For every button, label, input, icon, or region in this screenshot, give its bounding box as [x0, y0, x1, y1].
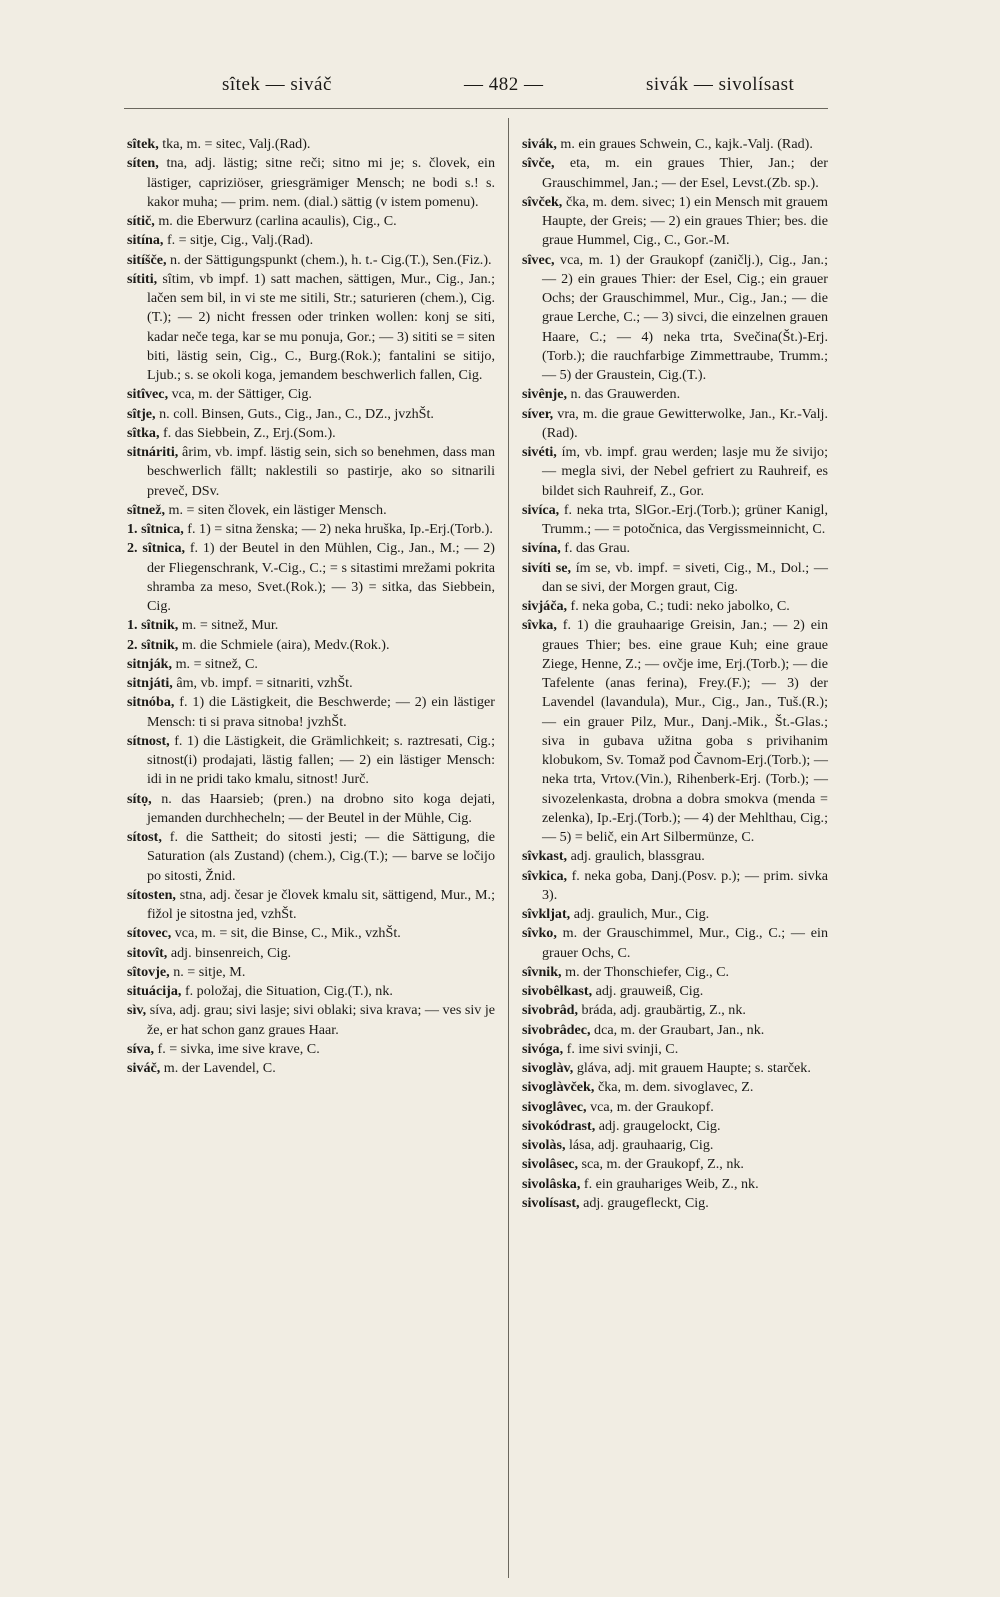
dictionary-entry [127, 1040, 495, 1059]
dictionary-entry [127, 443, 495, 501]
column-divider [508, 118, 509, 1578]
entry-headword: sitnóba, [127, 694, 175, 711]
dictionary-entry [522, 616, 828, 847]
entry-headword: sítič, [127, 213, 155, 229]
entry-definition: n. coll. Binsen, Guts., Cig., Jan., C., DZ., jvzhŠt. [155, 405, 434, 422]
dictionary-entry [127, 828, 495, 886]
entry-headword: sivênje, [522, 386, 568, 403]
entry-headword: sîtka, [127, 424, 160, 441]
dictionary-entry [522, 982, 828, 1001]
dictionary-entry [522, 1175, 828, 1194]
entry-definition: adj. grauweiß, Cig. [592, 983, 704, 999]
entry-definition: čka, m. dem. sivoglavec, Z. [594, 1079, 754, 1096]
entry-headword: 1. sîtnik, [127, 617, 179, 634]
entry-definition: ím, vb. impf. grau werden; lasje mu že sivijo; — megla sivi, der Nebel gefriert zu Rauhreif, es bildet sich Rauhreif, Z., Gor. [542, 444, 828, 499]
dictionary-entry [522, 405, 828, 444]
dictionary-entry [522, 1059, 828, 1078]
entry-headword: sîvkljat, [522, 906, 571, 922]
entry-headword: síver, [522, 405, 554, 422]
entry-definition: vra, m. die graue Gewitterwolke, Jan., Kr.-Valj.(Rad). [542, 405, 828, 441]
dictionary-entry [522, 154, 828, 193]
entry-headword: sitíšče, [127, 251, 167, 268]
entry-headword: síten, [127, 155, 159, 172]
entry-definition: čka, m. dem. sivec; 1) ein Mensch mit grauem Haupte, der Greis; — 2) ein graues Thier; bes. die graue Hummel, Cig., C., Gor.-M. [542, 193, 828, 249]
entry-headword: sîvko, [522, 925, 557, 942]
dictionary-entry [522, 135, 828, 154]
dictionary-entry [522, 963, 828, 982]
entry-headword: sítọ, [127, 790, 152, 807]
entry-headword: sitovît, [127, 944, 168, 961]
entry-definition: m. = sitnež, C. [172, 655, 258, 672]
entry-definition: f. die Sattheit; do sitosti jesti; — die Sättigung, die Saturation (als Zustand) (chem.), Cig.(T.); — barve se ločijo po sitosti, Žnid. [147, 829, 495, 884]
dictionary-entry [522, 1078, 828, 1097]
entry-definition: n. das Grauwerden. [567, 386, 681, 403]
entry-headword: sitnáriti, [127, 444, 179, 460]
entry-headword: sivokódrast, [522, 1117, 596, 1134]
dictionary-entry [522, 251, 828, 386]
page-header [0, 74, 1000, 104]
entry-definition: f. 1) die Lästigkeit, die Grämlichkeit; s. raztresati, Cig.; sitnost(i) prodajati, lästig fallen; — 2) ein lästiger Mensch: idi in ne pridi tako kmalu, sitnost! Jurč. [147, 732, 495, 788]
dictionary-entry [127, 1001, 495, 1040]
dictionary-entry [522, 501, 828, 540]
dictionary-entry [522, 1040, 828, 1059]
dictionary-entry [127, 539, 495, 616]
dictionary-entry [522, 1098, 828, 1117]
header-left-guideword: sîtek — siváč [222, 74, 332, 95]
entry-headword: sítosten, [127, 886, 176, 903]
dictionary-entry [127, 1059, 495, 1078]
header-right-guideword: sivák — sivolísast [646, 74, 795, 95]
entry-headword: sivéti, [522, 444, 557, 460]
entry-definition: m. = sitnež, Mur. [178, 617, 279, 634]
entry-definition: vca, m. = sit, die Binse, C., Mik., vzhŠt. [171, 925, 401, 942]
entry-definition: sîtim, vb impf. 1) satt machen, sättigen, Mur., Cig., Jan.; lačen sem bil, in vi ste me sitili, Str.; saturieren (chem.), Cig.(T.); — 2) nicht fressen oder trinken wollen: konj se siti, kadar neče tega, kar se mu ponuja, Gor.; — 3) sititi se = siten biti, lästig sein, Cig., C., Burg.(Rok.); fantalini se sitijo, Ljub.; s. se okoli koga, jemandem beschwerlich fallen, Cig. [147, 270, 495, 383]
entry-headword: 1. sîtnica, [127, 521, 184, 537]
dictionary-entry [522, 1194, 828, 1213]
dictionary-entry [127, 963, 495, 982]
entry-definition: adj. graulich, Mur., Cig. [570, 906, 710, 922]
dictionary-entry [522, 597, 828, 616]
entry-headword: sîvče, [522, 155, 555, 172]
entry-definition: m. die Eberwurz (carlina acaulis), Cig., C. [154, 213, 397, 229]
dictionary-entry [127, 424, 495, 443]
entry-headword: 2. sîtnik, [127, 636, 179, 653]
entry-definition: m. ein graues Schwein, C., kajk.-Valj. (Rad). [556, 136, 813, 152]
entry-definition: f. = sivka, ime sive krave, C. [154, 1040, 320, 1057]
dictionary-entry [127, 886, 495, 925]
entry-definition: âm, vb. impf. = sitnariti, vzhŠt. [172, 675, 353, 691]
dictionary-entry [127, 501, 495, 520]
entry-headword: sivoglàv, [522, 1060, 574, 1076]
entry-headword: sivíca, [522, 501, 560, 518]
entry-definition: lása, adj. grauhaarig, Cig. [565, 1137, 714, 1153]
header-rule [124, 108, 828, 109]
entry-definition: adj. graugefleckt, Cig. [579, 1194, 709, 1211]
entry-headword: sîvkast, [522, 848, 568, 865]
entry-definition: f. neka goba, C.; tudi: neko jabolko, C. [567, 598, 790, 614]
entry-definition: eta, m. ein graues Thier, Jan.; der Grauschimmel, Jan.; — der Esel, Levst.(Zb. sp.). [542, 155, 828, 191]
dictionary-entry [127, 405, 495, 424]
entry-headword: sivobrâd, [522, 1002, 578, 1019]
dictionary-entry [127, 135, 495, 154]
entry-headword: sîtek, [127, 136, 159, 152]
dictionary-entry [522, 1155, 828, 1174]
dictionary-entry [522, 905, 828, 924]
entry-headword: sîtje, [127, 405, 156, 422]
entry-headword: sivóga, [522, 1040, 564, 1057]
entry-headword: situácija, [127, 983, 182, 999]
entry-headword: sîtovje, [127, 963, 170, 980]
entry-definition: f. = sitje, Cig., Valj.(Rad). [163, 232, 314, 249]
entry-headword: sítovec, [127, 925, 172, 942]
entry-headword: sitîvec, [127, 386, 169, 403]
entry-headword: sivoglâvec, [522, 1098, 587, 1115]
entry-headword: síva, [127, 1040, 155, 1057]
entry-headword: sivjáča, [522, 598, 568, 614]
dictionary-entry [127, 251, 495, 270]
entry-definition: m. der Grauschimmel, Mur., Cig., C.; — ein grauer Ochs, C. [542, 925, 828, 961]
entry-headword: sîvka, [522, 617, 557, 634]
dictionary-entry [522, 1136, 828, 1155]
entry-headword: sivolâska, [522, 1175, 581, 1192]
entry-definition: f. ime sivi svinji, C. [563, 1040, 679, 1057]
dictionary-entry [127, 231, 495, 250]
entry-definition: f. 1) die Lästigkeit, die Beschwerde; — 2) ein lästiger Mensch: ti si prava sitnoba! jvzhŠt. [147, 694, 495, 730]
entry-definition: f. 1) = sitna ženska; — 2) neka hruška, Ip.-Erj.(Torb.). [183, 521, 493, 537]
entry-headword: sitína, [127, 232, 164, 249]
entry-definition: f. neka trta, SlGor.-Erj.(Torb.); grüner Kanigl, Trumm.; — = potočnica, das Vergissmeinnicht, C. [542, 501, 828, 537]
dictionary-entry [127, 616, 495, 635]
dictionary-entry [127, 944, 495, 963]
entry-definition: m. der Thonschiefer, Cig., C. [561, 963, 730, 980]
entry-definition: m. = siten človek, ein lästiger Mensch. [164, 501, 387, 518]
entry-headword: sivák, [522, 136, 557, 152]
dictionary-entry [127, 924, 495, 943]
dictionary-entry [522, 924, 828, 963]
dictionary-entry [522, 539, 828, 558]
entry-definition: n. der Sättigungspunkt (chem.), h. t.- Cig.(T.), Sen.(Fiz.). [166, 251, 492, 268]
entry-headword: sîtnež, [127, 501, 165, 518]
entry-definition: bráda, adj. graubärtig, Z., nk. [578, 1002, 746, 1019]
dictionary-entry [127, 520, 495, 539]
entry-definition: stna, adj. česar je človek kmalu sit, sättigend, Mur., M.; fižol je sitostna jed, vzhŠt. [147, 886, 495, 922]
entry-headword: sivobrâdec, [522, 1021, 591, 1038]
entry-definition: m. die Schmiele (aira), Medv.(Rok.). [178, 636, 390, 653]
entry-definition: f. neka goba, Danj.(Posv. p.); — prim. sivka 3). [542, 867, 828, 903]
entry-headword: sítost, [127, 829, 162, 845]
entry-definition: vca, m. der Graukopf. [586, 1098, 714, 1115]
entry-definition: vca, m. 1) der Graukopf (zaničlj.), Cig., Jan.; — 2) ein graues Thier: der Esel, Cig.; ein grauer Ochs; der Grauschimmel, Mur., Cig., Jan.; — die graue Lerche, C.; — 3) sivci, die einzelnen grauen Haare, C.; — 4) neka trta, Svečina(Št.)-Erj.(Torb.); die rauchfarbige Zimmettraube, Trumm.; — 5) der Graustein, Cig.(T.). [542, 251, 828, 383]
entry-definition: síva, adj. grau; sivi lasje; sivi oblaki; siva krava; — ves siv je že, er hat schon ganz graues Haar. [146, 1002, 495, 1038]
dictionary-entry [522, 443, 828, 501]
entry-definition: ârim, vb. impf. lästig sein, sich so benehmen, dass man beschwerlich fällt; naklestili so pastirje, ako so sitnarili preveč, DSv. [147, 444, 495, 499]
dictionary-entry [522, 1001, 828, 1020]
dictionary-entry [127, 982, 495, 1001]
entry-headword: sítnost, [127, 732, 170, 749]
entry-definition: m. der Lavendel, C. [160, 1060, 276, 1076]
dictionary-entry [127, 655, 495, 674]
entry-headword: sîvček, [522, 193, 563, 210]
entry-headword: sìv, [127, 1002, 147, 1019]
entry-headword: sivolâsec, [522, 1156, 578, 1173]
entry-headword: 2. sîtnica, [127, 540, 186, 557]
entry-definition: tka, m. = sitec, Valj.(Rad). [158, 136, 311, 152]
entry-definition: n. = sitje, M. [169, 963, 246, 980]
dictionary-entry [127, 270, 495, 386]
dictionary-entry [522, 559, 828, 598]
entry-definition: adj. graugelockt, Cig. [595, 1117, 721, 1134]
entry-definition: adj. graulich, blassgrau. [567, 848, 705, 865]
entry-headword: sitnjáti, [127, 675, 173, 691]
entry-definition: n. das Haarsieb; (pren.) na drobno sito koga dejati, jemanden durchhecheln; — der Beutel in der Mühle, Cig. [147, 790, 495, 826]
entry-definition: gláva, adj. mit grauem Haupte; s. starček. [573, 1060, 811, 1076]
dictionary-entry [127, 693, 495, 732]
dictionary-entry [127, 732, 495, 790]
dictionary-entry [522, 385, 828, 404]
entry-definition: sca, m. der Graukopf, Z., nk. [577, 1156, 744, 1173]
entry-definition: f. ein grauhariges Weib, Z., nk. [580, 1175, 759, 1192]
entry-headword: sîvkica, [522, 867, 568, 884]
entry-definition: f. položaj, die Situation, Cig.(T.), nk. [181, 983, 393, 999]
entry-definition: ím se, vb. impf. = siveti, Cig., M., Dol.; — dan se sivi, der Morgen graut, Cig. [542, 559, 828, 595]
entry-definition: f. 1) die grauhaarige Greisin, Jan.; — 2) ein graues Thier; bes. eine graue Kuh; eine graue Ziege, Henne, Z.; — ovčje ime, Erj.(Torb.); — die Tafelente (anas ferina), Frey.(F.); — 3) der Lavendel (lavandula), Mur., Cig., Jan., Tuš.(R.); — ein grauer Pilz, Mur., Danj.-Mik., Št.-Glas.; siva in gubava užitna goba s privihanim klobukom, Sv. Tomaž pod Čavnom-Erj.(Torb.); — neka trta, Vrtov.(Vin.), Rihenberk-Erj. (Torb.); — sivozelenkasta, drobna a dobra smokva (menda = zelenka), Ip.-Erj.(Torb.); — 4) der Mehlthau, Cig.; — 5) = belič, ein Art Silbermünze, C. [542, 617, 828, 845]
dictionary-entry [127, 212, 495, 231]
entry-headword: sivoglàvček, [522, 1079, 595, 1096]
entry-headword: sîvnik, [522, 963, 562, 980]
dictionary-entry [127, 636, 495, 655]
entry-definition: tna, adj. lästig; sitne reči; sitno mi je; s. človek, ein lästiger, capriziöser, griesgrämiger Mensch; ne bodi s.! s. kakor muha; — prim. nem. (dial.) sättig (v istem pomenu). [147, 155, 495, 210]
entry-headword: sivolísast, [522, 1194, 580, 1211]
entry-headword: sîvec, [522, 251, 555, 268]
dictionary-entry [127, 154, 495, 212]
entry-headword: siváč, [127, 1060, 161, 1076]
left-column [127, 135, 495, 1078]
entry-definition: vca, m. der Sättiger, Cig. [168, 386, 312, 403]
entry-headword: sivobêlkast, [522, 983, 593, 999]
entry-definition: f. 1) der Beutel in den Mühlen, Cig., Jan., M.; — 2) der Fliegenschrank, V.-Cig., C.; = s sitastimi mrežami pokrita shramba za meso, Svet.(Rok.); — 3) = sitka, das Siebbein, Cig. [147, 540, 495, 614]
entry-definition: dca, m. der Graubart, Jan., nk. [590, 1021, 765, 1038]
dictionary-entry [127, 674, 495, 693]
dictionary-entry [127, 790, 495, 829]
entry-headword: sivolàs, [522, 1137, 566, 1153]
entry-headword: sivína, [522, 540, 561, 557]
dictionary-entry [522, 1021, 828, 1040]
dictionary-entry [127, 385, 495, 404]
right-column [522, 135, 828, 1213]
entry-definition: adj. binsenreich, Cig. [167, 944, 292, 961]
dictionary-entry [522, 1117, 828, 1136]
entry-definition: f. das Siebbein, Z., Erj.(Som.). [159, 424, 336, 441]
entry-definition: f. das Grau. [560, 540, 631, 557]
entry-headword: sivíti se, [522, 559, 571, 576]
dictionary-entry [522, 867, 828, 906]
dictionary-entry [522, 193, 828, 251]
dictionary-entry [522, 847, 828, 866]
page-number: — 482 — [464, 74, 544, 95]
entry-headword: sitnják, [127, 655, 173, 672]
entry-headword: sítiti, [127, 270, 158, 287]
